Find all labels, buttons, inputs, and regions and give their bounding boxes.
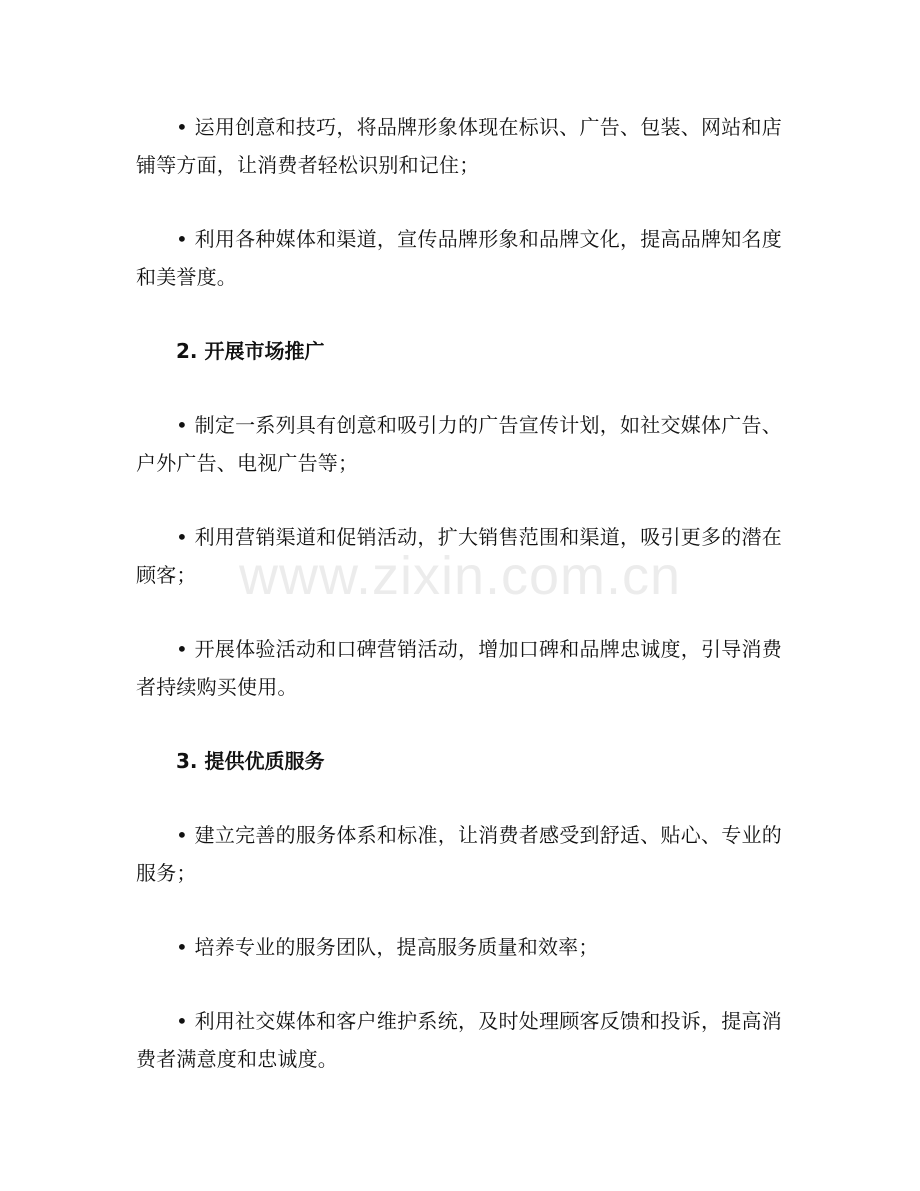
bullet-paragraph: • 制定一系列具有创意和吸引力的广告宣传计划，如社交媒体广告、户外广告、电视广告等； [136,413,782,475]
bullet-paragraph: • 建立完善的服务体系和标准，让消费者感受到舒适、贴心、专业的服务； [136,823,782,885]
bullet-paragraph: • 利用各种媒体和渠道，宣传品牌形象和品牌文化，提高品牌知名度和美誉度。 [136,227,782,289]
bullet-paragraph: • 开展体验活动和口碑营销活动，增加口碑和品牌忠诚度，引导消费者持续购买使用。 [136,637,782,699]
bullet-paragraph: • 利用营销渠道和促销活动，扩大销售范围和渠道，吸引更多的潜在顾客； [136,525,782,587]
section-heading: 3. 提供优质服务 [176,749,325,773]
watermark: www.zixin.com.cn [238,546,682,606]
document-body [136,108,782,1114]
section-heading: 2. 开展市场推广 [176,339,325,363]
bullet-paragraph: • 运用创意和技巧，将品牌形象体现在标识、广告、包装、网站和店铺等方面，让消费者轻松识别和记住； [136,115,782,177]
bullet-paragraph: • 利用社交媒体和客户维护系统，及时处理顾客反馈和投诉，提高消费者满意度和忠诚度。 [136,1009,782,1071]
bullet-paragraph: • 培养专业的服务团队，提高服务质量和效率； [176,935,599,959]
